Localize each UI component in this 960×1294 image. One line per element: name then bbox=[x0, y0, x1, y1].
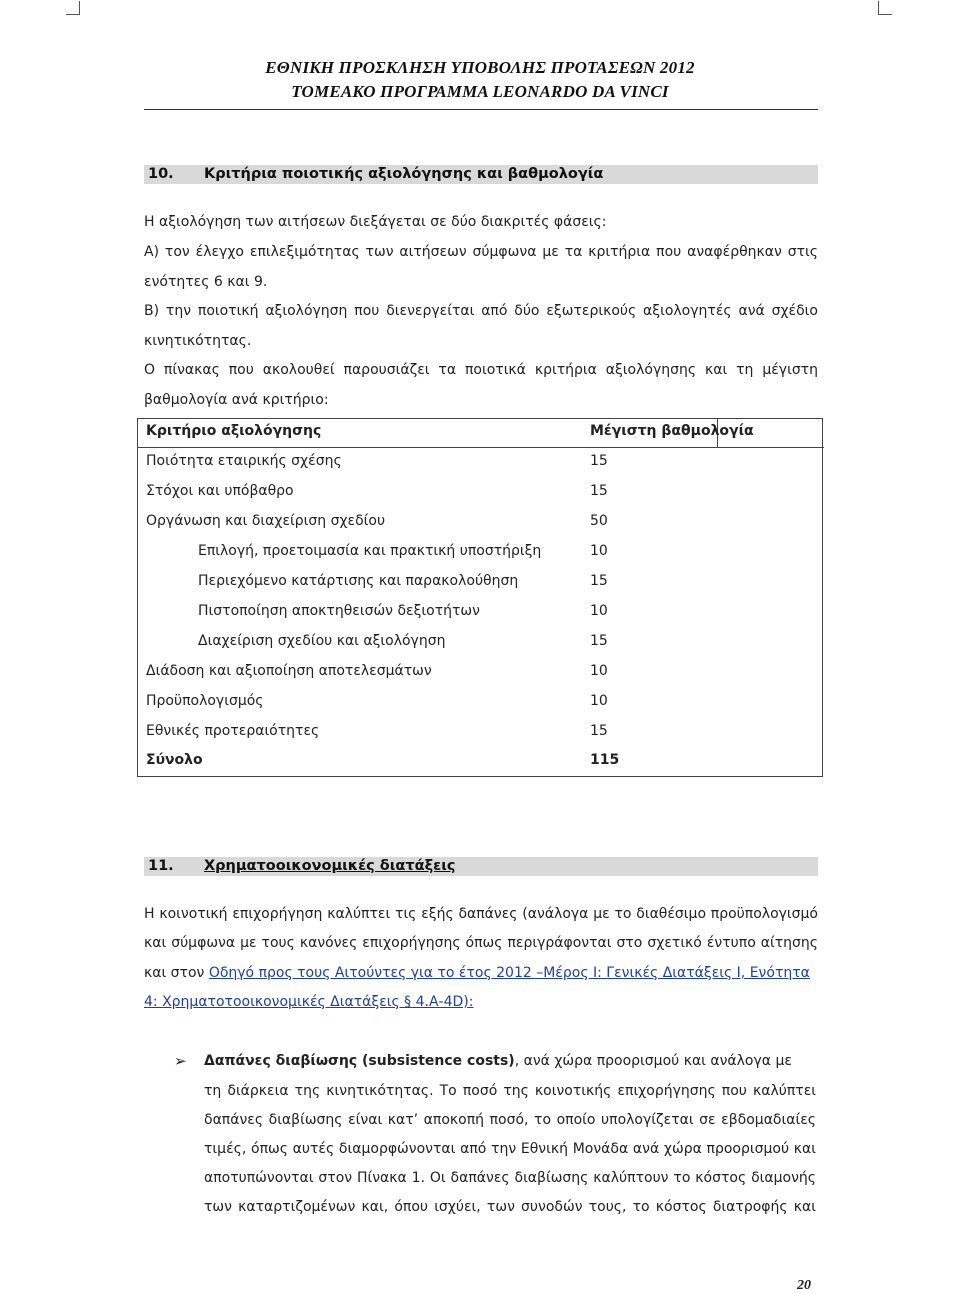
corner-mark-top-right bbox=[878, 1, 892, 15]
section-10-phase-b-line2: κινητικότητας. bbox=[144, 333, 252, 349]
table-row-score: 15 bbox=[590, 483, 608, 499]
table-row-score: 10 bbox=[590, 663, 608, 679]
section-11-para-line2: και σύμφωνα με τους κανόνες επιχορήγησης όπως περιγράφονται στο σχετικό έντυπο αίτησης bbox=[144, 935, 818, 951]
header-line-2: ΤΟΜΕΑΚΟ ΠΡΟΓΡΑΜΜΑ LEONARDO DA VINCI bbox=[291, 82, 669, 101]
bullet-line-4: τιμές, όπως αυτές διαμορφώνονται από την Εθνική Μονάδα ανά χώρα προορισμού και bbox=[204, 1141, 816, 1157]
table-row-label: Οργάνωση και διαχείριση σχεδίου bbox=[146, 513, 386, 529]
table-row-label: Ποιότητα εταιρικής σχέσης bbox=[146, 453, 342, 469]
section-10-table-intro-line1: Ο πίνακας που ακολουθεί παρουσιάζει τα ποιοτικά κριτήρια αξιολόγησης και τη μέγιστη bbox=[144, 362, 818, 378]
section-10-phase-a-line1: Α) τον έλεγχο επιλεξιμότητας των αιτήσεων σύμφωνα με τα κριτήρια που αναφέρθηκαν στις bbox=[144, 244, 818, 260]
table-total-label: Σύνολο bbox=[146, 752, 203, 768]
table-row-score: 10 bbox=[590, 693, 608, 709]
section-10-heading bbox=[144, 165, 818, 184]
table-header-rule bbox=[138, 447, 824, 448]
bullet-line-1 bbox=[204, 1052, 816, 1070]
arrow-bullet-icon: ➢ bbox=[174, 1052, 187, 1070]
section-10-intro: Η αξιολόγηση των αιτήσεων διεξάγεται σε δύο διακριτές φάσεις: bbox=[144, 214, 607, 230]
section-10-phase-a-line2: ενότητες 6 και 9. bbox=[144, 274, 268, 290]
table-subrow-score: 10 bbox=[590, 543, 608, 559]
table-subrow-label: Διαχείριση σχεδίου και αξιολόγηση bbox=[198, 633, 446, 649]
table-header-max-score: Μέγιστη βαθμολογία bbox=[590, 423, 754, 439]
section-11-para-prefix: και στον bbox=[144, 965, 209, 981]
table-subrow-score: 10 bbox=[590, 603, 608, 619]
bullet-line-6: των καταρτιζομένων και, όπου ισχύει, των συνοδών τους, το κόστος διατροφής και bbox=[204, 1199, 816, 1215]
section-11-heading bbox=[144, 857, 818, 876]
table-subrow-label: Πιστοποίηση αποκτηθεισών δεξιοτήτων bbox=[198, 603, 480, 619]
table-subrow-label: Περιεχόμενο κατάρτισης και παρακολούθηση bbox=[198, 573, 519, 589]
section-10-table-intro-line2: βαθμολογία ανά κριτήριο: bbox=[144, 392, 329, 408]
criteria-table bbox=[137, 418, 823, 777]
applicants-guide-link-continued[interactable]: 4: Χρηματοτοοικονομικές Διατάξεις § 4.Α-4D): bbox=[144, 994, 474, 1010]
table-row-label: Εθνικές προτεραιότητες bbox=[146, 723, 320, 739]
table-row-score: 50 bbox=[590, 513, 608, 529]
corner-mark-top-left bbox=[66, 1, 80, 15]
section-10-phase-b-line1: Β) την ποιοτική αξιολόγηση που διενεργείται από δύο εξωτερικούς αξιολογητές ανά σχέδιο bbox=[144, 303, 818, 319]
bullet-line-5: αποτυπώνονται στον Πίνακα 1. Οι δαπάνες διαβίωσης καλύπτουν το κόστος διαμονής bbox=[204, 1170, 816, 1186]
table-subrow-score: 15 bbox=[590, 633, 608, 649]
section-11-para-line1: Η κοινοτική επιχορήγηση καλύπτει τις εξής δαπάνες (ανάλογα με το διαθέσιμο προϋπολογισμό bbox=[144, 906, 818, 922]
section-10-number: 10. bbox=[148, 166, 174, 182]
page-number: 20 bbox=[797, 1278, 811, 1293]
table-row-label: Στόχοι και υπόβαθρο bbox=[146, 483, 294, 499]
table-total-score: 115 bbox=[590, 752, 620, 768]
header-line-1: ΕΘΝΙΚΗ ΠΡΟΣΚΛΗΣΗ ΥΠΟΒΟΛΗΣ ΠΡΟΤΑΣΕΩΝ 2012 bbox=[265, 58, 695, 77]
section-11-para-line3 bbox=[144, 964, 818, 982]
section-11-number: 11. bbox=[148, 858, 174, 874]
table-row-label: Διάδοση και αξιοποίηση αποτελεσμάτων bbox=[146, 663, 432, 679]
table-row-score: 15 bbox=[590, 453, 608, 469]
section-10-title: Κριτήρια ποιοτικής αξιολόγησης και βαθμολογία bbox=[204, 166, 604, 182]
bullet-line-2: τη διάρκεια της κινητικότητας. Το ποσό της κοινοτικής επιχορήγησης που καλύπτει bbox=[204, 1083, 816, 1099]
bullet-line-1-rest: , ανά χώρα προορισμού και ανάλογα με bbox=[514, 1053, 792, 1069]
table-row-label: Προϋπολογισμός bbox=[146, 693, 264, 709]
header-rule bbox=[144, 109, 818, 110]
table-row-score: 15 bbox=[590, 723, 608, 739]
applicants-guide-link[interactable]: Οδηγό προς τους Αιτούντες για το έτος 2012 –Μέρος Ι: Γενικές Διατάξεις Ι, Ενότητα bbox=[208, 965, 810, 981]
subsistence-costs-term: Δαπάνες διαβίωσης (subsistence costs) bbox=[204, 1053, 515, 1069]
bullet-line-3: δαπάνες διαβίωσης είναι κατ’ αποκοπή ποσό, το οποίο υπολογίζεται σε εβδομαδιαίες bbox=[204, 1112, 816, 1128]
table-subrow-score: 15 bbox=[590, 573, 608, 589]
section-11-para-line4 bbox=[144, 993, 818, 1011]
table-subrow-label: Επιλογή, προετοιμασία και πρακτική υποστήριξη bbox=[198, 543, 542, 559]
table-header-criterion: Κριτήριο αξιολόγησης bbox=[146, 423, 322, 439]
section-11-title: Χρηματοοικονομικές διατάξεις bbox=[204, 858, 456, 874]
